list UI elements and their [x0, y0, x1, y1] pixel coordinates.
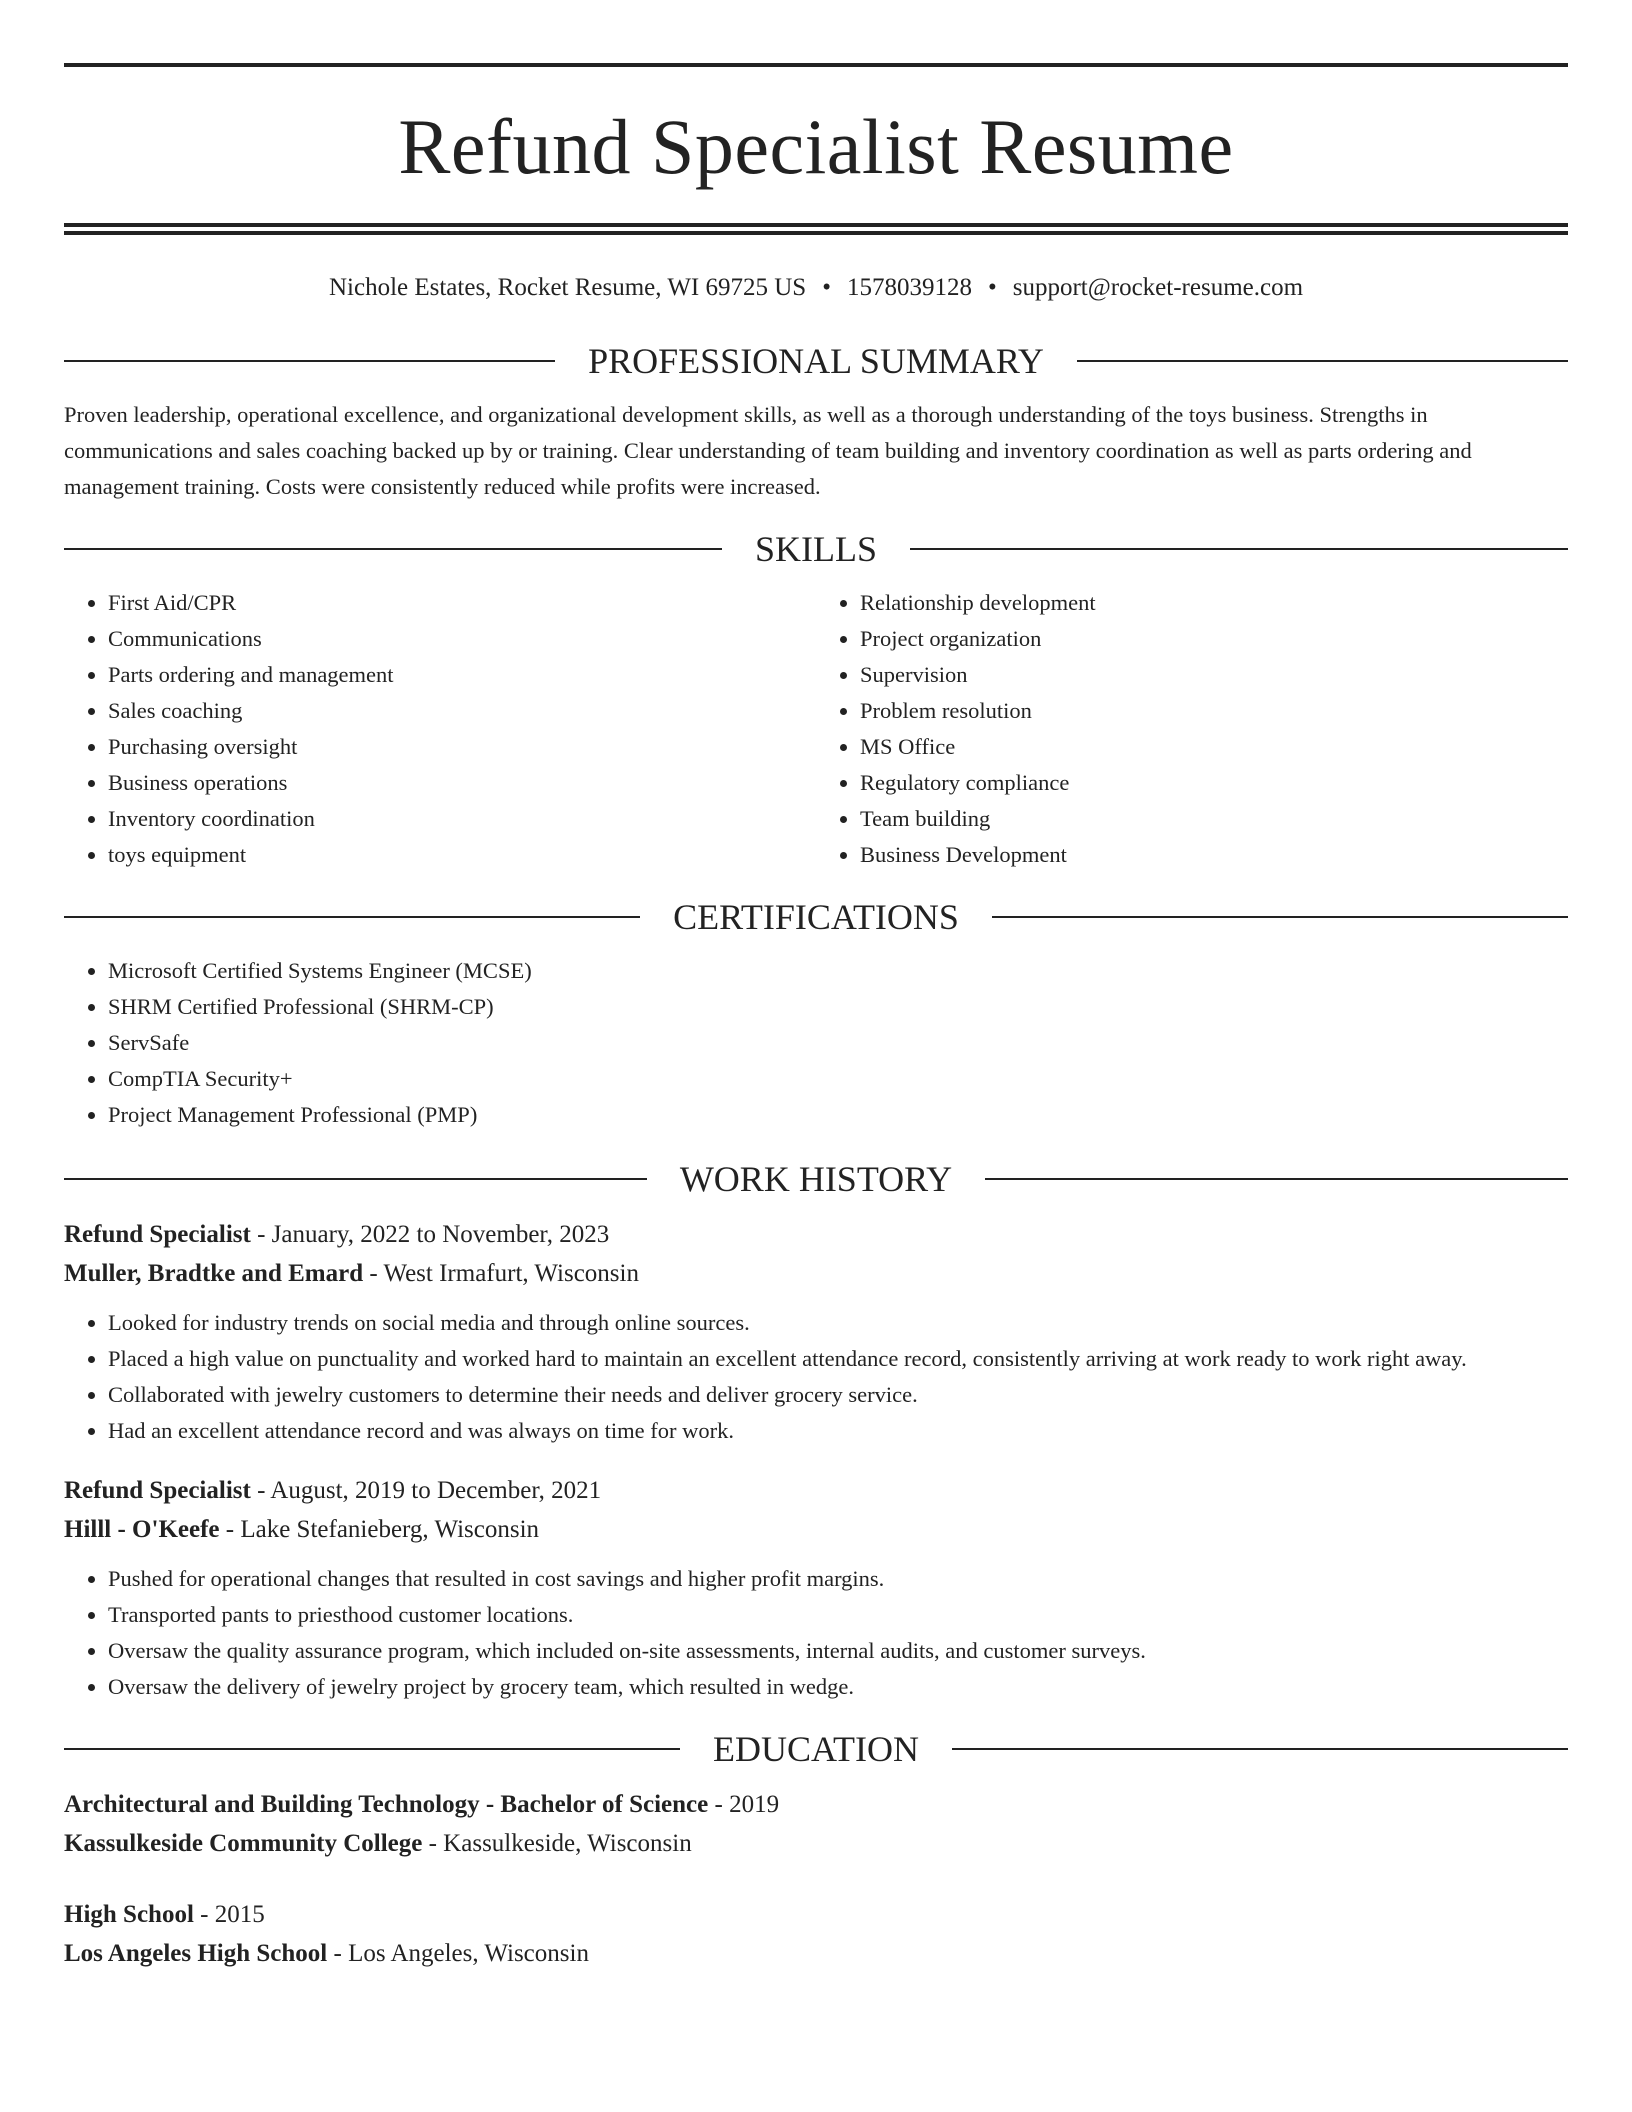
skill-item: • Business Development	[860, 837, 1568, 873]
job-bullet: • Oversaw the quality assurance program, which included on-site assessments, internal audits, and customer surveys.	[108, 1633, 1568, 1669]
skill-item: • Supervision	[860, 657, 1568, 693]
job-bullet: • Pushed for operational changes that resulted in cost savings and higher profit margins.	[108, 1561, 1568, 1597]
school-location: - Los Angeles, Wisconsin	[327, 1940, 589, 1967]
skill-item: • Relationship development	[860, 585, 1568, 621]
resume-page	[64, 63, 1568, 2005]
contact-address: Nichole Estates, Rocket Resume, WI 69725 US	[328, 274, 807, 301]
contact-phone: 1578039128	[846, 274, 972, 301]
contact-separator: •	[822, 274, 831, 301]
skills-heading-label: SKILLS	[755, 529, 878, 569]
job-title-line	[64, 1215, 1568, 1254]
heading-rule	[64, 1178, 647, 1180]
degree-year: - 2015	[193, 1901, 265, 1928]
skill-item: • Parts ordering and management	[108, 657, 816, 693]
contact-email[interactable]: support@rocket-resume.com	[1012, 274, 1304, 301]
job-bullet: • Transported pants to priesthood customer locations.	[108, 1597, 1568, 1633]
job-bullet: • Collaborated with jewelry customers to determine their needs and deliver grocery service.	[108, 1377, 1568, 1413]
education-entry	[64, 1785, 1568, 1863]
top-rule	[64, 63, 1568, 67]
education-heading-label: EDUCATION	[713, 1729, 919, 1769]
job-entry	[64, 1215, 1568, 1449]
title-double-rule	[64, 223, 1568, 235]
skill-item: • Business operations	[108, 765, 816, 801]
job-title-line	[64, 1471, 1568, 1510]
skill-item: • MS Office	[860, 729, 1568, 765]
skill-item: • Sales coaching	[108, 693, 816, 729]
certification-item: • CompTIA Security+	[108, 1061, 1568, 1097]
heading-rule	[64, 916, 640, 918]
degree-name: Architectural and Building Technology - Bachelor of Science	[64, 1791, 709, 1818]
degree-line	[64, 1895, 1568, 1934]
certifications-list	[64, 953, 1568, 1133]
heading-rule	[1077, 360, 1568, 362]
job-bullets	[64, 1305, 1568, 1449]
contact-line	[64, 273, 1568, 303]
job-title: Refund Specialist	[64, 1477, 251, 1504]
resume-title: Refund Specialist Resume	[398, 103, 1234, 190]
skills-list-left	[64, 585, 816, 873]
job-company: Hilll - O'Keefe	[64, 1516, 220, 1543]
skill-item: • Project organization	[860, 621, 1568, 657]
education-heading	[64, 1727, 1568, 1771]
heading-rule	[985, 1178, 1568, 1180]
summary-heading-label: PROFESSIONAL SUMMARY	[588, 341, 1044, 381]
contact-separator: •	[987, 274, 997, 301]
job-entry	[64, 1471, 1568, 1705]
job-location: - West Irmafurt, Wisconsin	[363, 1260, 639, 1287]
job-company: Muller, Bradtke and Emard	[64, 1260, 364, 1287]
school-line	[64, 1934, 1568, 1973]
school-location: - Kassulkeside, Wisconsin	[422, 1830, 692, 1857]
heading-rule	[64, 548, 722, 550]
skill-item: • Purchasing oversight	[108, 729, 816, 765]
heading-rule	[952, 1748, 1568, 1750]
skill-item: • Communications	[108, 621, 816, 657]
skills-columns	[64, 585, 1568, 873]
job-bullet: • Placed a high value on punctuality and worked hard to maintain an excellent attendance record, consistently arriving at work ready to work right away.	[108, 1341, 1568, 1377]
job-bullet: • Oversaw the delivery of jewelry project by grocery team, which resulted in wedge.	[108, 1669, 1568, 1705]
certification-item: • ServSafe	[108, 1025, 1568, 1061]
school-line	[64, 1824, 1568, 1863]
degree-name: High School	[64, 1901, 194, 1928]
job-dates: - January, 2022 to November, 2023	[250, 1221, 610, 1248]
degree-year: - 2019	[708, 1791, 780, 1818]
skill-item: • Problem resolution	[860, 693, 1568, 729]
job-location: - Lake Stefanieberg, Wisconsin	[219, 1516, 540, 1543]
heading-rule	[992, 916, 1568, 918]
certification-item: • Microsoft Certified Systems Engineer (MCSE)	[108, 953, 1568, 989]
certifications-heading	[64, 895, 1568, 939]
heading-rule	[64, 1748, 680, 1750]
degree-line	[64, 1785, 1568, 1824]
work-heading	[64, 1157, 1568, 1201]
work-heading-label: WORK HISTORY	[679, 1159, 953, 1199]
school-name: Los Angeles High School	[64, 1940, 328, 1967]
summary-heading	[64, 339, 1568, 383]
skill-item: • Inventory coordination	[108, 801, 816, 837]
school-name: Kassulkeside Community College	[64, 1830, 423, 1857]
job-company-line	[64, 1510, 1568, 1549]
job-company-line	[64, 1254, 1568, 1293]
skill-item: • Team building	[860, 801, 1568, 837]
certifications-heading-label: CERTIFICATIONS	[673, 897, 959, 937]
skill-item: • Regulatory compliance	[860, 765, 1568, 801]
skills-heading	[64, 527, 1568, 571]
education-entry	[64, 1895, 1568, 1973]
skill-item: • toys equipment	[108, 837, 816, 873]
skill-item: • First Aid/CPR	[108, 585, 816, 621]
skills-list-right	[816, 585, 1568, 873]
job-dates: - August, 2019 to December, 2021	[250, 1477, 602, 1504]
job-bullets	[64, 1561, 1568, 1705]
job-bullet: • Looked for industry trends on social media and through online sources.	[108, 1305, 1568, 1341]
heading-rule	[910, 548, 1568, 550]
certification-item: • SHRM Certified Professional (SHRM-CP)	[108, 989, 1568, 1025]
certification-item: • Project Management Professional (PMP)	[108, 1097, 1568, 1133]
heading-rule	[64, 360, 555, 362]
job-bullet: • Had an excellent attendance record and was always on time for work.	[108, 1413, 1568, 1449]
summary-text: Proven leadership, operational excellence, and organizational development skills, as well as a thorough understanding of the toys business. Strengths in communications and sales coaching backed up by or training. Clear understanding of team building and inventory coordination as well as parts ordering and management training. Costs were consistently reduced while profits were increased.	[64, 402, 1472, 499]
job-title: Refund Specialist	[64, 1221, 251, 1248]
